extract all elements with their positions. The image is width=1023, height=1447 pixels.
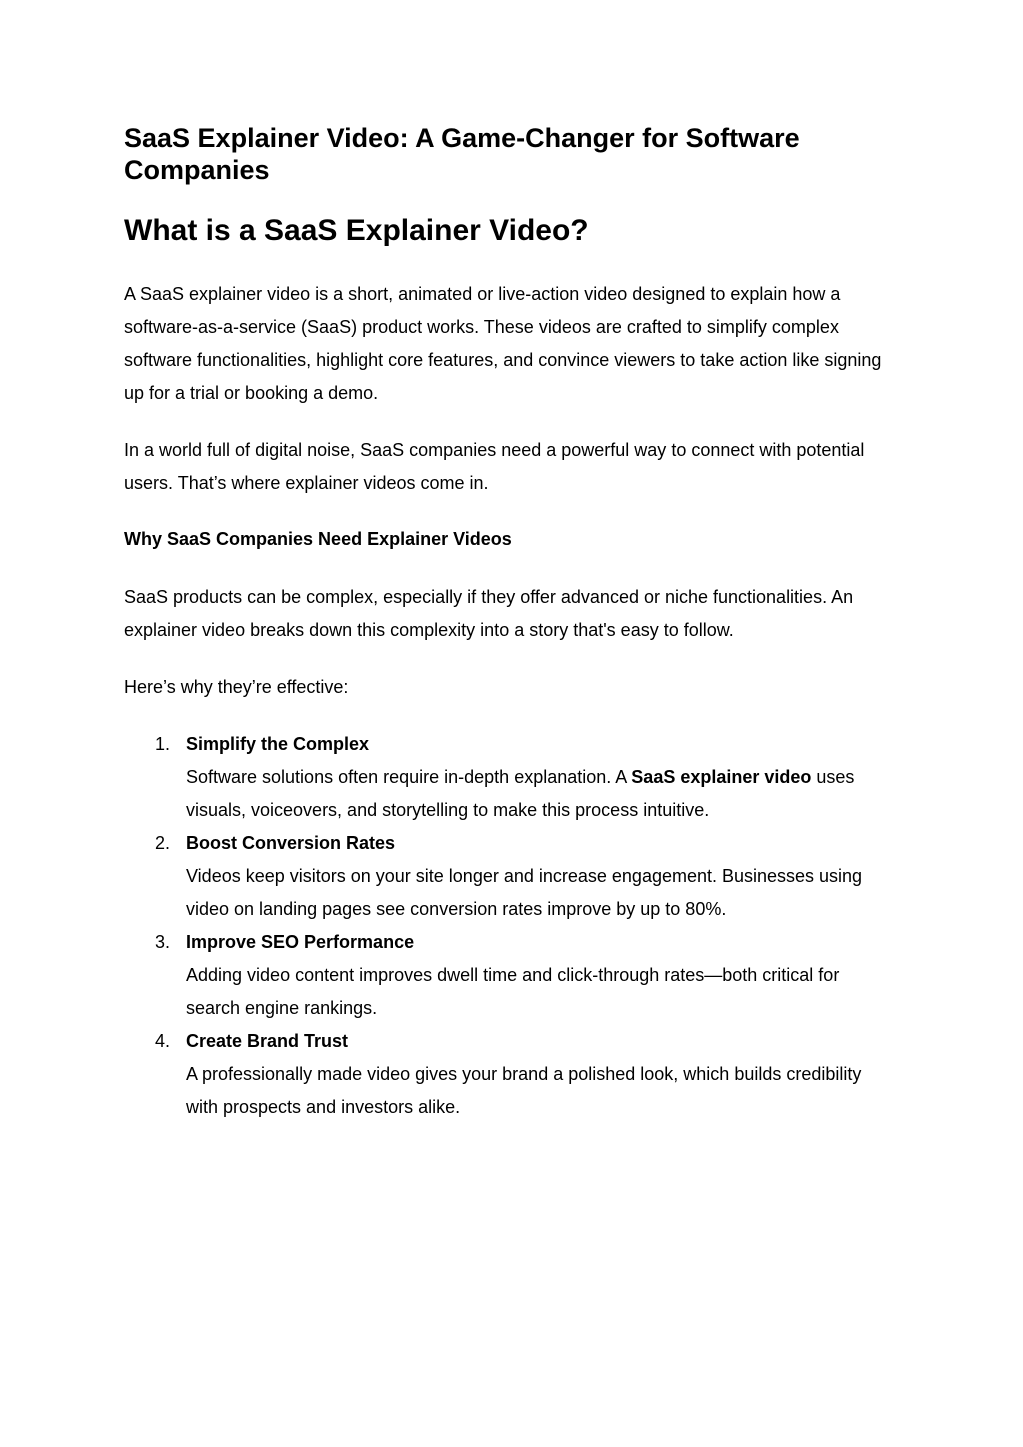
list-item-title: Create Brand Trust [186, 1031, 349, 1051]
context-paragraph: In a world full of digital noise, SaaS companies need a powerful way to connect with potential users. That’s where explainer videos come in. [124, 440, 865, 493]
list-item [124, 1025, 904, 1124]
complexity-paragraph: SaaS products can be complex, especially if they offer advanced or niche functionalities. An explainer video breaks down this complexity into a story that's easy to follow. [124, 587, 854, 640]
list-number: 2. [155, 833, 171, 853]
section-heading: What is a SaaS Explainer Video? [124, 214, 589, 247]
list-number: 1. [155, 734, 171, 754]
list-item-body: A professionally made video gives your brand a polished look, which builds credibility with prospects and investors alike. [186, 1064, 862, 1117]
effective-intro: Here’s why they’re effective: [124, 677, 349, 697]
list-body-text-end: uses visuals, voiceovers, and storytelling to make this process intuitive. [186, 767, 855, 820]
list-item [124, 827, 904, 926]
list-number: 4. [155, 1031, 171, 1051]
sub-heading: Why SaaS Companies Need Explainer Videos [124, 529, 512, 549]
list-body-bold: SaaS explainer video [631, 767, 812, 787]
intro-paragraph: A SaaS explainer video is a short, animated or live-action video designed to explain how a software-as-a-service (SaaS) product works. These videos are crafted to simplify complex software functionalities, highlight core features, and convince viewers to take action like signing up for a trial or booking a demo. [124, 284, 882, 403]
list-number: 3. [155, 932, 171, 952]
list-item [124, 926, 904, 1025]
list-item-title: Boost Conversion Rates [186, 833, 396, 853]
list-item [124, 728, 904, 827]
list-body-text: Software solutions often require in-depth explanation. A [186, 767, 632, 787]
benefits-list [124, 728, 904, 1124]
document-title: SaaS Explainer Video: A Game-Changer for Software Companies [124, 123, 800, 185]
list-item-body: Videos keep visitors on your site longer and increase engagement. Businesses using video on landing pages see conversion rates improve by up to 80%. [186, 866, 863, 919]
list-item-title: Simplify the Complex [186, 734, 370, 754]
list-item-body: Adding video content improves dwell time and click-through rates—both critical for search engine rankings. [186, 965, 840, 1018]
list-item-title: Improve SEO Performance [186, 932, 415, 952]
list-item-body [186, 761, 886, 827]
